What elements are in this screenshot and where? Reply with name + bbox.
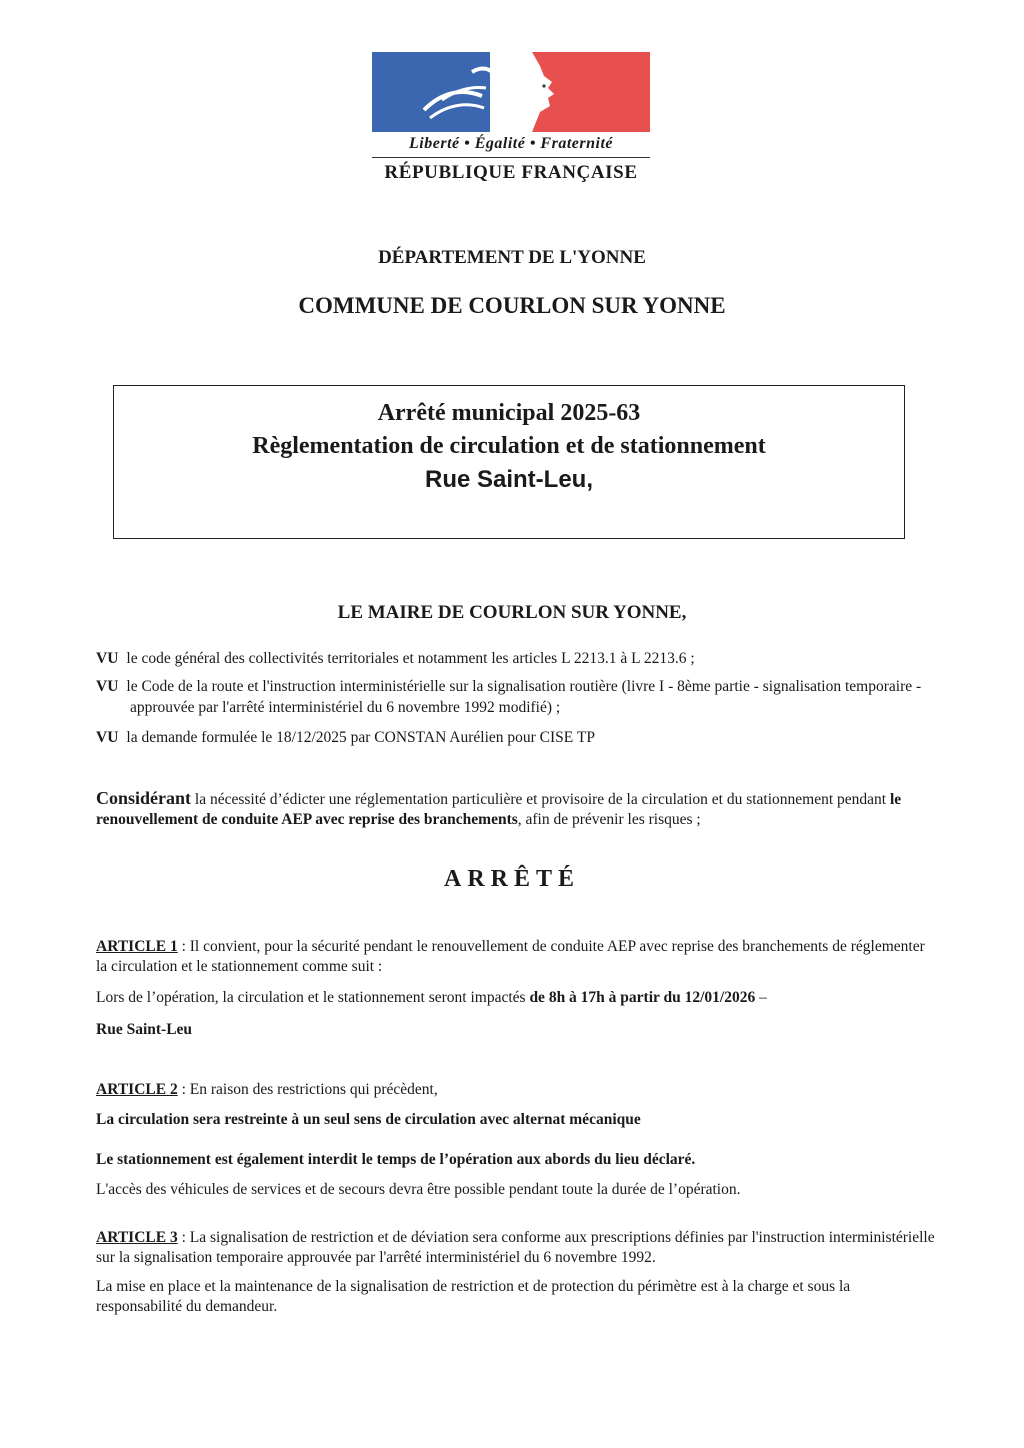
article-1-dash: – [755,989,767,1006]
considerant-text: la nécessité d’édicter une réglementation particulière et provisoire de la circulation et du stationnement pendant [194,791,887,808]
marianne-logo [372,52,650,132]
considerant-text-end: , afin de prévenir les risques ; [517,811,701,828]
article-1-schedule: de 8h à 17h à partir du 12/01/2026 [529,989,756,1006]
maire-heading: LE MAIRE DE COURLON SUR YONNE, [337,602,687,623]
vu-text: le Code de la route et l'instruction interministérielle sur la signalisation routière (livre I - 8ème partie - signalisation temporaire - approuvée par l'arrêté interministériel du 6 novembre 1992 modifié) ; [126,678,922,716]
commune-heading: COMMUNE DE COURLON SUR YONNE [298,293,726,318]
article-2 [96,1080,936,1100]
article-2-label: ARTICLE 2 [96,1081,178,1098]
article-2-text: : En raison des restrictions qui précèdent, [177,1081,438,1098]
motto-divider [372,157,650,158]
vu-label: VU [96,729,119,746]
vu-item [96,676,970,718]
article-1 [96,937,936,977]
article-3 [96,1228,936,1268]
vu-label: VU [96,650,119,667]
arrete-number: Arrêté municipal 2025-63 [377,400,641,426]
departement-heading: DÉPARTEMENT DE L'YONNE [378,247,646,268]
vu-text: la demande formulée le 18/12/2025 par CONSTAN Aurélien pour CISE TP [126,729,595,746]
vu-item [96,648,936,669]
arrete-subject: Règlementation de circulation et de stationnement [252,433,766,459]
article-2-acces: L'accès des véhicules de services et de secours devra être possible pendant toute la durée de l’opération. [96,1181,741,1198]
article-1-label: ARTICLE 1 [96,938,178,955]
article-3-text: : La signalisation de restriction et de déviation sera conforme aux prescriptions définies par l'instruction interministérielle sur la signalisation temporaire approuvée par l'arrêté interministériel du 6 novembre 1992. [96,1229,935,1266]
considerant-paragraph [96,788,936,830]
republique-francaise: RÉPUBLIQUE FRANÇAISE [384,162,638,183]
article-2-stationnement: Le stationnement est également interdit le temps de l’opération aux abords du lieu déclaré. [96,1151,696,1168]
article-1-street: Rue Saint-Leu [96,1021,193,1038]
article-2-circulation: La circulation sera restreinte à un seul sens de circulation avec alternat mécanique [96,1111,641,1128]
arrete-heading: ARRÊTÉ [443,866,581,892]
article-1-text: : Il convient, pour la sécurité pendant le renouvellement de conduite AEP avec reprise des branchements de réglementer la circulation et le stationnement comme suit : [96,938,925,975]
article-1-detail-text: Lors de l’opération, la circulation et le stationnement seront impactés [96,989,530,1006]
article-3-paragraph-2: La mise en place et la maintenance de la signalisation de restriction et de protection du périmètre est à la charge et sous la responsabilité du demandeur. [96,1278,851,1315]
vu-text: le code général des collectivités territoriales et notamment les articles L 2213.1 à L 2213.6 ; [126,650,695,667]
republic-motto: Liberté • Égalité • Fraternité [409,135,613,152]
article-3-label: ARTICLE 3 [96,1229,178,1246]
arrete-street: Rue Saint-Leu, [424,466,593,493]
article-1-detail [96,988,936,1008]
vu-label: VU [96,678,119,695]
vu-item [96,727,936,748]
considerant-bold-text: le renouvellement de conduite AEP avec reprise des branchements [96,791,902,828]
considerant-label: Considérant [96,788,192,808]
